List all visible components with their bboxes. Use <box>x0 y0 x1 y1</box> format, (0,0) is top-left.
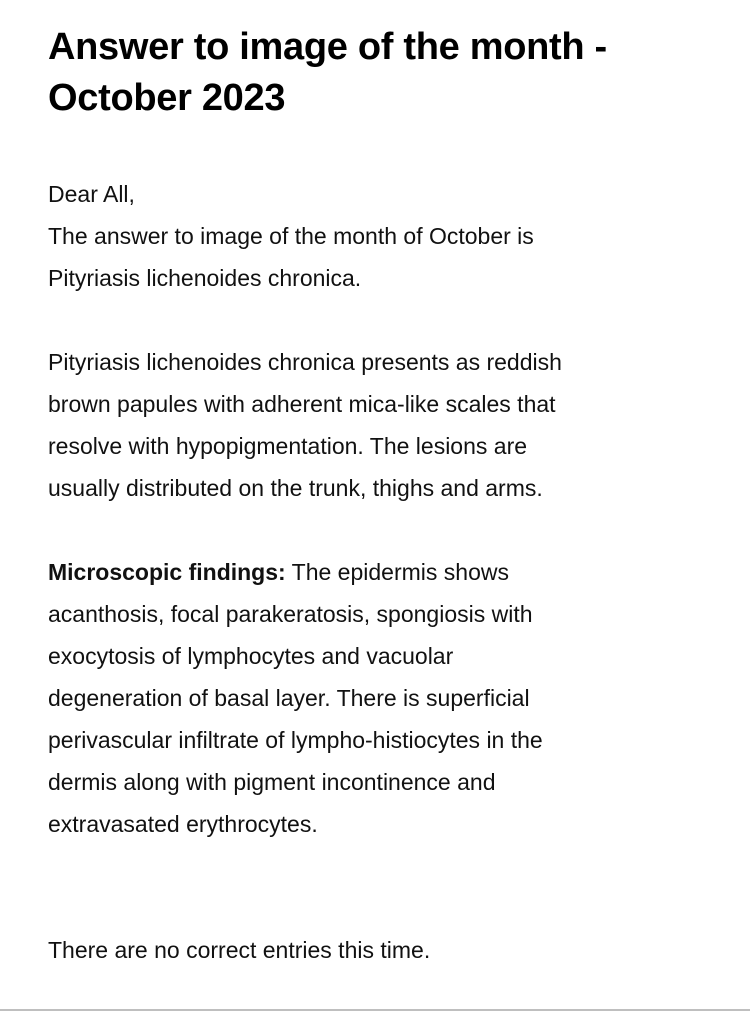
greeting-paragraph <box>48 173 708 299</box>
microscopic-line: degeneration of basal layer. There is superficial <box>48 685 530 711</box>
title-line-2: October 2023 <box>48 77 286 119</box>
closing-text: There are no correct entries this time. <box>48 937 431 963</box>
article <box>48 0 708 971</box>
description-line: Pityriasis lichenoides chronica presents as reddish <box>48 349 562 375</box>
description-line: brown papules with adherent mica-like scales that <box>48 391 556 417</box>
microscopic-line: dermis along with pigment incontinence and <box>48 769 496 795</box>
microscopic-findings-label: Microscopic findings: <box>48 559 286 585</box>
microscopic-line: acanthosis, focal parakeratosis, spongiosis with <box>48 601 533 627</box>
answer-line-2: Pityriasis lichenoides chronica. <box>48 265 362 291</box>
greeting: Dear All, <box>48 181 135 207</box>
page-title <box>48 0 708 124</box>
microscopic-line: perivascular infiltrate of lympho-histiocytes in the <box>48 727 543 753</box>
microscopic-findings-paragraph <box>48 551 708 845</box>
description-paragraph <box>48 341 708 509</box>
answer-line-1: The answer to image of the month of October is <box>48 223 534 249</box>
description-line: resolve with hypopigmentation. The lesions are <box>48 433 528 459</box>
description-line: usually distributed on the trunk, thighs and arms. <box>48 475 543 501</box>
title-line-1: Answer to image of the month - <box>48 26 607 68</box>
microscopic-line: extravasated erythrocytes. <box>48 811 318 837</box>
microscopic-line: exocytosis of lymphocytes and vacuolar <box>48 643 454 669</box>
microscopic-line: The epidermis shows <box>285 559 509 585</box>
closing-paragraph <box>48 929 708 971</box>
